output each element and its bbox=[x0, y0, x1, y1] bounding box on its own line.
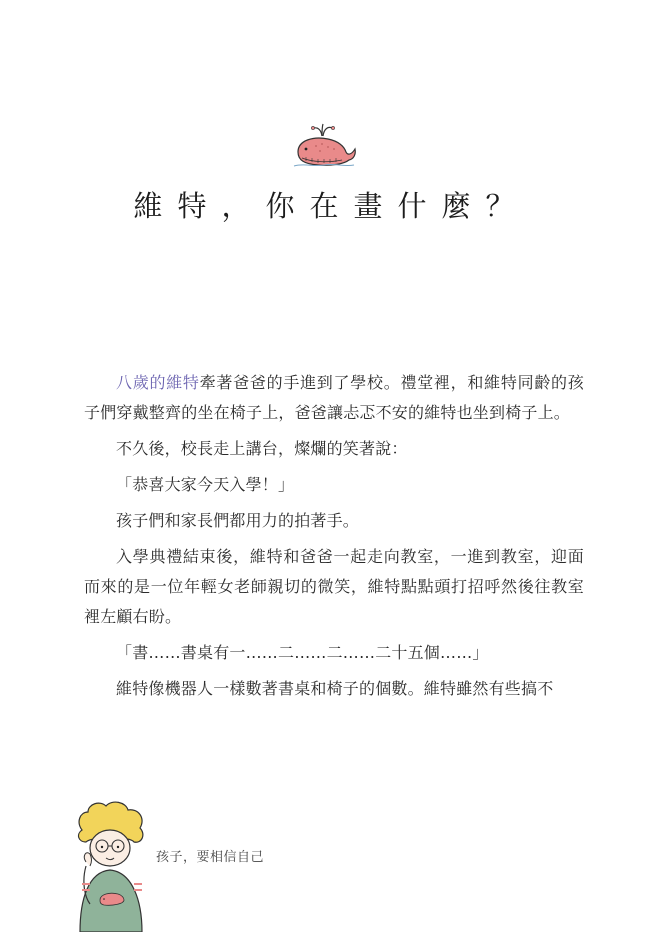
chapter-title: 維特，你在畫什麼？ bbox=[133, 189, 530, 223]
footer-caption: 孩子，要相信自己 bbox=[156, 850, 265, 865]
paragraph-1-text: 牽著爸爸的手進到了學校。禮堂裡，和維特同齡的孩子們穿戴整齊的坐在椅子上，爸爸讓忐忑不安的維特也坐到椅子上。 bbox=[84, 373, 584, 422]
highlighted-phrase: 八歲的維特 bbox=[116, 373, 200, 392]
paragraph-3: 「恭喜大家今天入學！」 bbox=[116, 475, 295, 494]
whale-illustration-icon bbox=[292, 122, 358, 168]
paragraph-2: 不久後，校長走上講台，燦爛的笑著說： bbox=[116, 439, 408, 458]
paragraph-5: 入學典禮結束後，維特和爸爸一起走向教室，一進到教室，迎面而來的是一位年輕女老師親切的微笑，維特點點頭打招呼然後往教室裡左顧右盼。 bbox=[84, 547, 584, 626]
paragraph-6: 「書……書桌有一……二……二……二十五個……」 bbox=[116, 643, 489, 662]
paragraph-4: 孩子們和家長們都用力的拍著手。 bbox=[116, 511, 360, 530]
paragraph-1 bbox=[84, 368, 584, 428]
boy-illustration-icon bbox=[72, 800, 150, 932]
chapter-body bbox=[84, 368, 584, 704]
paragraph-7: 維特像機器人一樣數著書桌和椅子的個數。維特雖然有些搞不 bbox=[116, 679, 554, 698]
